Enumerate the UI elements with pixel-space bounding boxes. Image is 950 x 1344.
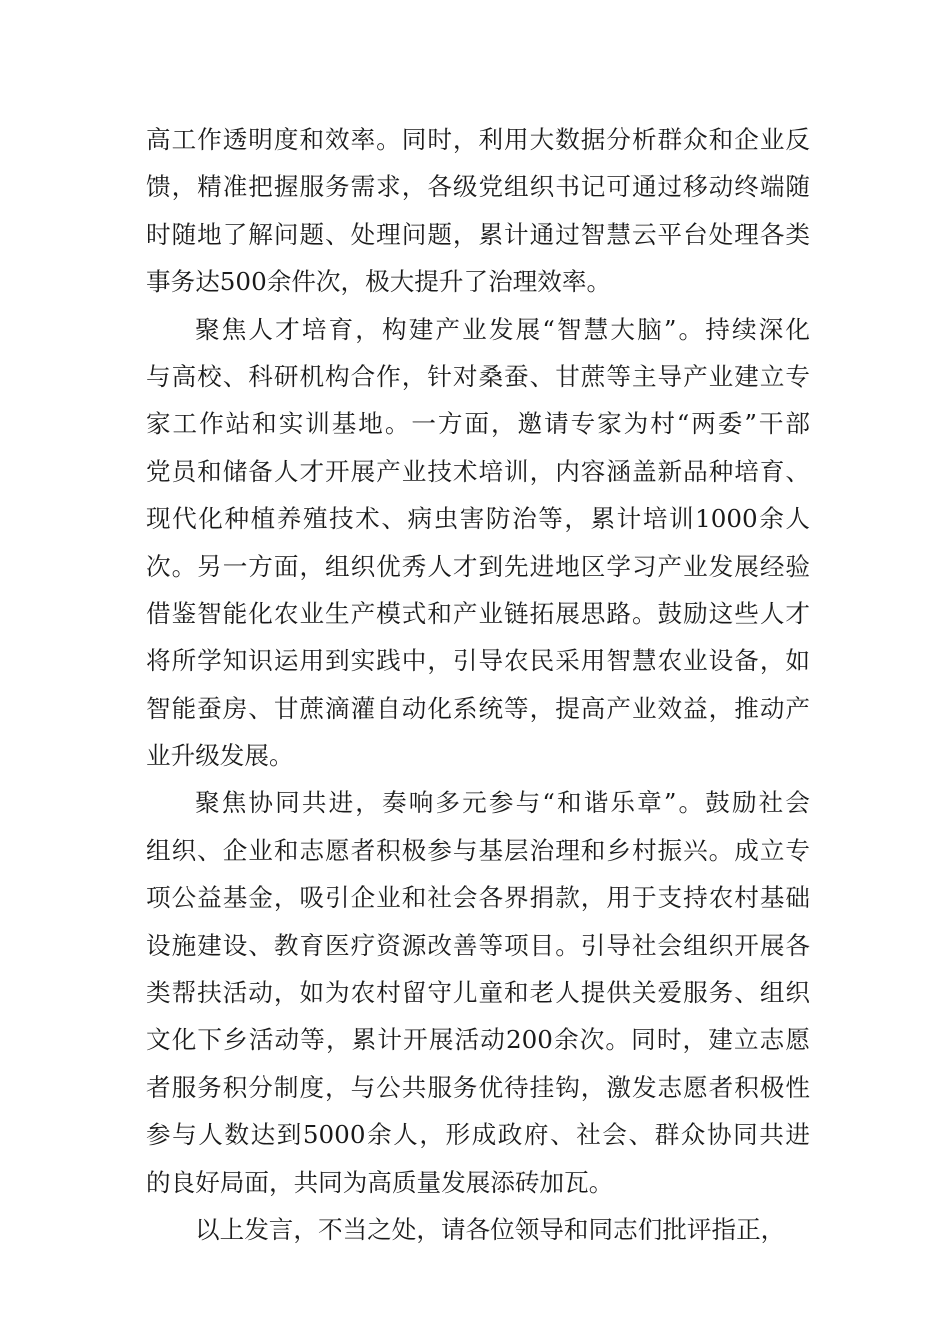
paragraph-line: 聚焦人才培育，构建产业发展“智慧大脑”。持续深化	[195, 314, 810, 344]
paragraph-line: 项公益基金，吸引企业和社会各界捐款，用于支持农村基础	[146, 883, 810, 913]
paragraph-line: 类帮扶活动，如为农村留守儿童和老人提供关爱服务、组织	[146, 978, 810, 1008]
paragraph-line: 馈，精准把握服务需求，各级党组织书记可通过移动终端随	[146, 172, 810, 202]
paragraph-line: 聚焦协同共进，奏响多元参与“和谐乐章”。鼓励社会	[195, 788, 810, 818]
paragraph-line: 现代化种植养殖技术、病虫害防治等，累计培训1000余人	[146, 504, 810, 534]
paragraph-line: 者服务积分制度，与公共服务优待挂钩，激发志愿者积极性	[146, 1072, 810, 1102]
paragraph-line: 将所学知识运用到实践中，引导农民采用智慧农业设备，如	[146, 646, 810, 676]
paragraph-line: 高工作透明度和效率。同时，利用大数据分析群众和企业反	[146, 125, 810, 154]
paragraph-line: 与高校、科研机构合作，针对桑蚕、甘蔗等主导产业建立专	[146, 361, 810, 391]
paragraph-4	[146, 1206, 810, 1253]
document-body	[146, 116, 810, 1253]
paragraph-line: 文化下乡活动等，累计开展活动200余次。同时，建立志愿	[146, 1025, 810, 1055]
paragraph-line: 以上发言，不当之处，请各位领导和同志们批评指正，	[195, 1214, 786, 1244]
paragraph-line: 参与人数达到5000余人，形成政府、社会、群众协同共进	[146, 1120, 810, 1150]
paragraph-line: 设施建设、教育医疗资源改善等项目。引导社会组织开展各	[146, 930, 810, 960]
paragraph-line: 时随地了解问题、处理问题，累计通过智慧云平台处理各类	[146, 219, 810, 249]
paragraph-line: 智能蚕房、甘蔗滴灌自动化系统等，提高产业效益，推动产	[146, 693, 810, 723]
paragraph-line: 党员和储备人才开展产业技术培训，内容涵盖新品种培育、	[146, 456, 810, 486]
paragraph-line: 次。另一方面，组织优秀人才到先进地区学习产业发展经验	[146, 551, 810, 581]
paragraph-line: 家工作站和实训基地。一方面，邀请专家为村“两委”干部	[146, 409, 810, 439]
paragraph-line: 组织、企业和志愿者积极参与基层治理和乡村振兴。成立专	[146, 835, 810, 865]
paragraph-line: 业升级发展。	[146, 741, 294, 771]
paragraph-2	[146, 306, 810, 780]
paragraph-1	[146, 116, 810, 306]
paragraph-line: 事务达500余件次，极大提升了治理效率。	[146, 267, 612, 297]
paragraph-3	[146, 779, 810, 1206]
paragraph-line: 借鉴智能化农业生产模式和产业链拓展思路。鼓励这些人才	[146, 598, 810, 628]
paragraph-line: 的良好局面，共同为高质量发展添砖加瓦。	[146, 1167, 614, 1197]
